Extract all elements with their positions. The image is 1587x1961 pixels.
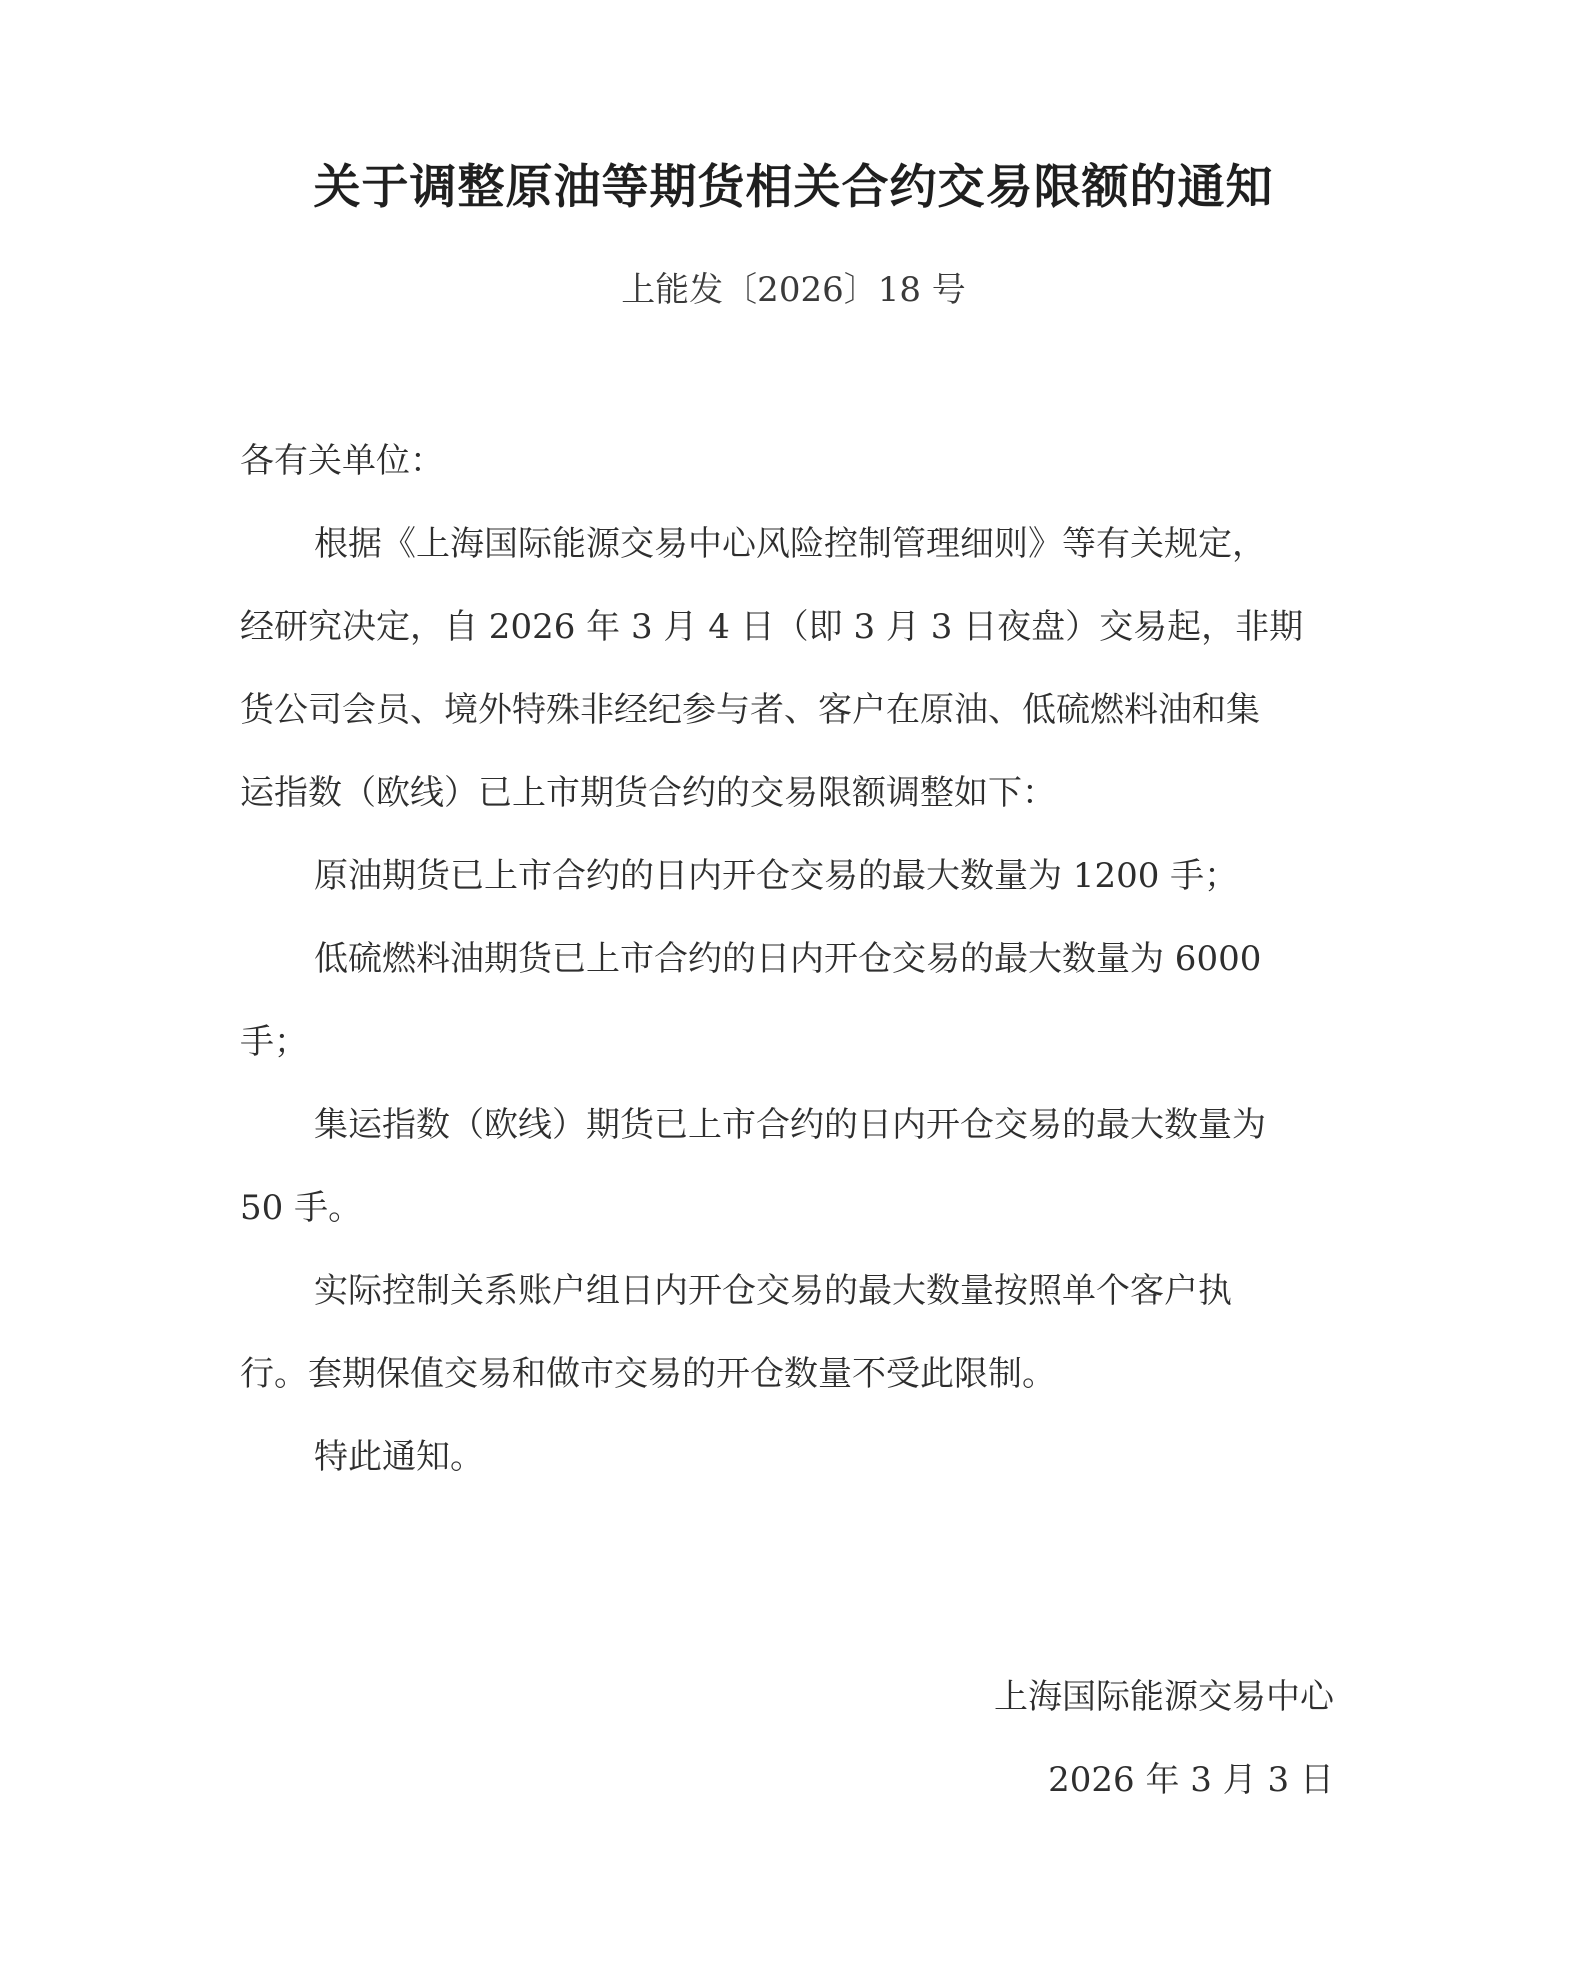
paragraph-line: 实际控制关系账户组日内开仓交易的最大数量按照单个客户执 bbox=[314, 1271, 1232, 1311]
document-title: 关于调整原油等期货相关合约交易限额的通知 bbox=[313, 160, 1274, 215]
paragraph-line: 经研究决定，自 2026 年 3 月 4 日（即 3 月 3 日夜盘）交易起，非期 bbox=[240, 607, 1304, 647]
issue-date: 2026 年 3 月 3 日 bbox=[1048, 1760, 1334, 1800]
paragraph-line: 货公司会员、境外特殊非经纪参与者、客户在原油、低硫燃料油和集 bbox=[240, 690, 1260, 730]
closing-line: 特此通知。 bbox=[314, 1437, 484, 1477]
paragraph-line: 原油期货已上市合约的日内开仓交易的最大数量为 1200 手； bbox=[314, 856, 1239, 896]
signature-block bbox=[994, 1656, 1334, 1822]
paragraph-line: 根据《上海国际能源交易中心风险控制管理细则》等有关规定， bbox=[314, 524, 1266, 564]
document-number: 上能发〔2026〕18 号 bbox=[621, 270, 966, 310]
issuer-name: 上海国际能源交易中心 bbox=[994, 1677, 1334, 1717]
paragraph-line: 行。套期保值交易和做市交易的开仓数量不受此限制。 bbox=[240, 1354, 1056, 1394]
paragraph-line: 50 手。 bbox=[240, 1188, 363, 1228]
document-body bbox=[240, 420, 1340, 1499]
paragraph-line: 手； bbox=[240, 1022, 308, 1062]
salutation: 各有关单位： bbox=[240, 441, 444, 481]
paragraph-line: 集运指数（欧线）期货已上市合约的日内开仓交易的最大数量为 bbox=[314, 1105, 1266, 1145]
paragraph-line: 运指数（欧线）已上市期货合约的交易限额调整如下： bbox=[240, 773, 1056, 813]
paragraph-line: 低硫燃料油期货已上市合约的日内开仓交易的最大数量为 6000 bbox=[314, 939, 1262, 979]
